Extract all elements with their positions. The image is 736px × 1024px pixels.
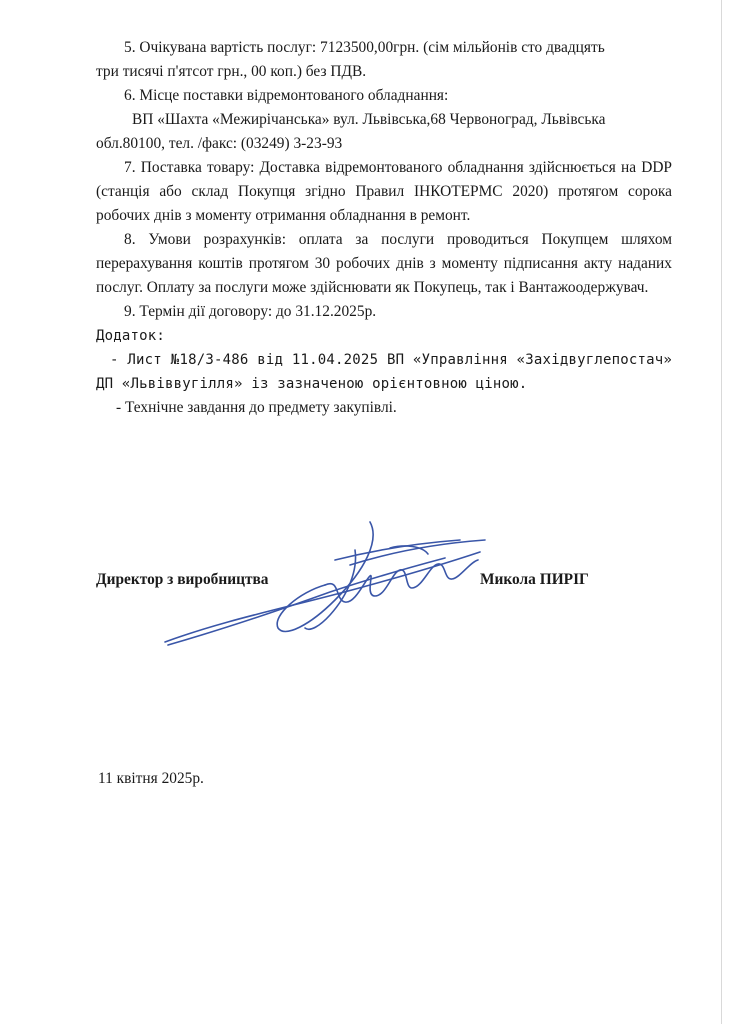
item-6-address-line-2: обл.80100, тел. /факс: (03249) 3-23-93 bbox=[96, 135, 343, 152]
item-5-line-1: 5. Очікувана вартість послуг: 7123500,00грн. (сім мільйонів сто двадцять bbox=[124, 39, 605, 56]
item-5-line-2: три тисячі п'ятсот грн., 00 коп.) без ПДВ. bbox=[96, 63, 367, 80]
document-body bbox=[96, 36, 672, 420]
appendix-title: Додаток: bbox=[96, 328, 166, 344]
signatory-title: Директор з виробництва bbox=[96, 571, 269, 588]
item-9-contract-term: 9. Термін дії договору: до 31.12.2025р. bbox=[124, 303, 377, 320]
item-6-title: 6. Місце поставки відремонтованого обладнання: bbox=[124, 87, 449, 104]
appendix-item-letter: - Лист №18/3-486 від 11.04.2025 ВП «Управління «Західвуглепостач» ДП «Львіввугілля» із зазначеною орієнтовною ціною. bbox=[96, 352, 672, 392]
page-edge-line bbox=[721, 0, 722, 1024]
signature-row bbox=[96, 568, 672, 592]
item-6-address-line-1: ВП «Шахта «Межирічанська» вул. Львівська,68 Червоноград, Львівська bbox=[132, 111, 606, 128]
appendix-item-technical-task: - Технічне завдання до предмету закупівлі. bbox=[116, 399, 397, 416]
item-7-delivery: 7. Поставка товару: Доставка відремонтованого обладнання здійснюється на DDP (станція або склад Покупця згідно Правил ІНКОТЕРМС 2020) протягом сорока робочих днів з моменту отримання обладнання в ремонт. bbox=[96, 159, 672, 224]
document-date: 11 квітня 2025р. bbox=[98, 770, 204, 787]
signatory-name: Микола ПИРІГ bbox=[480, 571, 589, 588]
item-8-payment-terms: 8. Умови розрахунків: оплата за послуги проводиться Покупцем шляхом перерахування коштів протягом 30 робочих днів з моменту підписання акту наданих послуг. Оплату за послуги може здійснювати як Покупець, так і Вантажоодержувач. bbox=[96, 231, 672, 296]
